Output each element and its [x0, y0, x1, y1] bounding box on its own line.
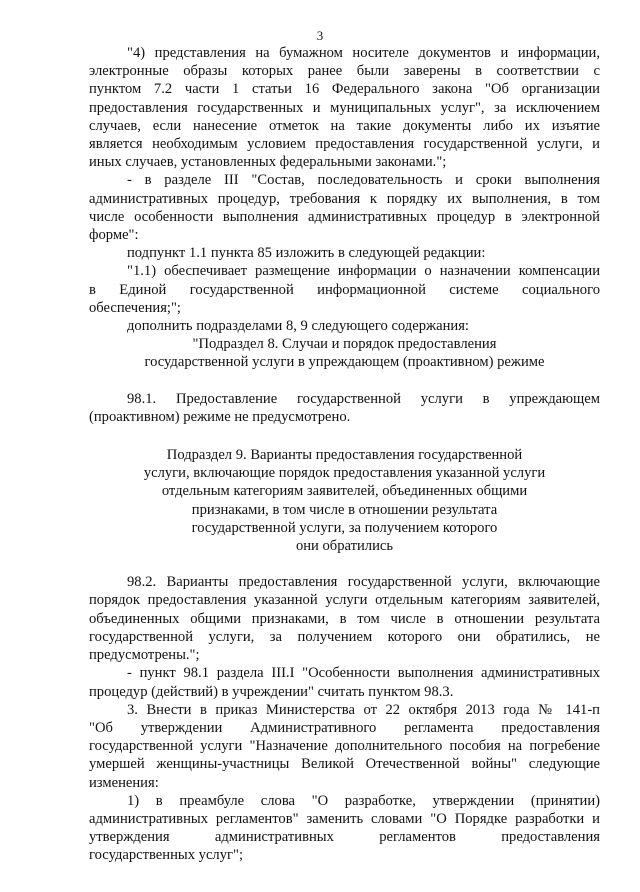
text-line: административных регламентов" заменить словами "О Порядке разработки и: [89, 810, 600, 827]
text-line: 3. Внести в приказ Министерства от 22 октября 2013 года № 141-п: [127, 701, 600, 718]
text-line: форме":: [89, 227, 139, 244]
text-line: государственной услуги, за получением которого они обратились, не: [89, 628, 600, 645]
subsection-9-heading: признаками, в том числе в отношении результата: [191, 501, 498, 518]
text-line: является необходимым условием предоставления государственной услуги, и: [89, 136, 600, 153]
text-line: "1.1) обеспечивает размещение информации о назначении компенсации: [127, 263, 600, 280]
text-line: административных процедур, требования к порядку их выполнения, в том: [89, 190, 600, 207]
text-line: подпункт 1.1 пункта 85 изложить в следующей редакции:: [127, 245, 486, 262]
text-line: государственных услуг";: [89, 847, 244, 864]
text-line: процедур (действий) в учреждении" считать пунктом 98.3.: [89, 683, 454, 700]
document-body: [89, 44, 600, 865]
text-line: - пункт 98.1 раздела III.I "Особенности выполнения административных: [127, 665, 600, 682]
text-line: предоставления государственных и муниципальных услуг", за исключением: [89, 99, 600, 116]
subsection-9-heading: они обратились: [295, 538, 394, 555]
text-line: дополнить подразделами 8, 9 следующего содержания:: [127, 318, 469, 335]
subsection-9-heading: услуги, включающие порядок предоставления указанной услуги: [143, 465, 546, 482]
subsection-9-heading: отдельным категориям заявителей, объединенных общими: [161, 483, 528, 500]
text-line: обеспечения;";: [89, 299, 181, 316]
page-number: 3: [316, 28, 324, 43]
text-line: числе особенности выполнения административных процедур в электронной: [89, 208, 600, 225]
text-line: 98.1. Предоставление государственной услуги в упреждающем: [127, 390, 600, 407]
text-line: государственной услуги "Назначение дополнительного пособия на погребение: [89, 738, 600, 755]
text-line: "Об утверждении Административного регламента предоставления: [89, 719, 600, 736]
subsection-9-heading: Подраздел 9. Варианты предоставления государственной: [166, 447, 523, 464]
text-line: иных случаев, установленных федеральными законами.";: [89, 154, 447, 171]
text-line: умершей женщины-участницы Великой Отечественной войны" следующие: [89, 756, 600, 773]
text-line: предусмотрены.";: [89, 647, 200, 664]
text-line: пунктом 7.2 части 1 статьи 16 Федерального закона "Об организации: [89, 81, 600, 98]
text-line: утверждения административных регламентов предоставления: [89, 829, 600, 846]
text-line: 1) в преамбуле слова "О разработке, утверждении (принятии): [127, 792, 600, 809]
text-line: изменения:: [89, 774, 159, 791]
text-line: (проактивном) режиме не предусмотрено.: [89, 408, 351, 425]
text-line: - в разделе III "Состав, последовательность и сроки выполнения: [127, 172, 600, 189]
subsection-8-heading: государственной услуги в упреждающем (проактивном) режиме: [144, 354, 545, 371]
text-line: электронные образы которых ранее были заверены в соответствии с: [89, 63, 600, 80]
text-line: порядок предоставления указанной услуги отдельным категориям заявителей,: [89, 592, 600, 609]
text-line: случаев, если нанесение отметок на такие документы либо их изъятие: [89, 117, 600, 134]
text-line: объединенных общими признаками, в том числе в отношении результата: [89, 610, 600, 627]
text-line: 98.2. Варианты предоставления государственной услуги, включающие: [127, 574, 600, 591]
text-line: в Единой государственной информационной системе социального: [89, 281, 600, 298]
subsection-8-heading: "Подраздел 8. Случаи и порядок предоставления: [192, 336, 497, 353]
text-line: "4) представления на бумажном носителе документов и информации,: [127, 45, 600, 61]
subsection-9-heading: государственной услуги, за получением которого: [191, 519, 498, 536]
